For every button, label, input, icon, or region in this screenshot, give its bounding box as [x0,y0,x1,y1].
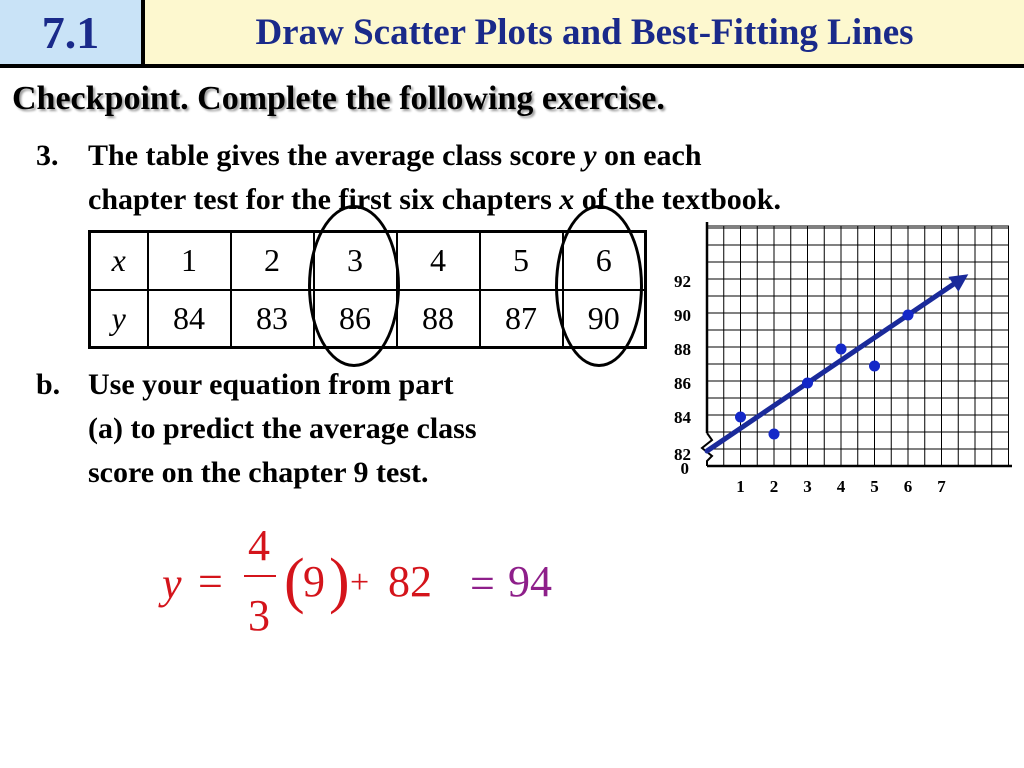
best-fit-line-group [707,274,968,451]
best-fit-line [707,280,960,451]
question-text [88,134,781,222]
lesson-number-box [0,0,145,68]
y-tick-label: 88 [674,340,691,359]
scatter-plot [640,220,1020,510]
x-tick-label: 4 [836,477,846,496]
data-point [836,344,847,355]
data-point [769,429,780,440]
row-label-y: y [90,290,148,348]
data-point [903,310,914,321]
table-cell: 2 [231,232,314,290]
table-cell: 3 [314,232,397,290]
equation-input: 9 [303,557,325,606]
part-b-text [88,363,477,495]
table-cell: 4 [397,232,480,290]
question-text-part: The table gives the average class score [88,139,584,172]
origin-label: 0 [680,459,689,478]
question-line-1 [88,134,781,178]
y-tick-label: 82 [674,445,691,464]
table-cell: 87 [480,290,563,348]
checkpoint-heading: Checkpoint. Complete the following exercise. [12,80,665,117]
table-cell: 6 [563,232,646,290]
fraction-bar [244,575,276,577]
variable-y: y [583,139,597,172]
question-text-part: chapter test for the first six chapters [88,183,560,216]
y-tick-label: 84 [674,408,691,427]
x-tick-label: 3 [803,477,812,496]
x-tick-label: 1 [736,477,745,496]
equation-equals-result: = [470,559,495,608]
equation-constant: 82 [388,557,432,606]
question-text-part: of the textbook. [574,183,781,216]
equation-numerator: 4 [248,521,270,570]
equation-paren-open: ( [284,547,305,615]
table-cell: 83 [231,290,314,348]
equation-y: y [162,559,182,608]
question-number: 3. [36,139,59,172]
lesson-number: 7.1 [41,6,100,58]
x-tick-label: 2 [769,477,779,496]
part-b-line-3: score on the chapter 9 test. [88,456,429,489]
table-cell: 5 [480,232,563,290]
part-b-label: b. [36,368,61,401]
x-tick-label: 7 [937,477,946,496]
y-tick-label: 92 [674,272,691,291]
data-point [735,412,746,423]
table-cell: 1 [148,232,231,290]
table-cell: 90 [563,290,646,348]
axes [702,222,1012,466]
row-label-x: x [90,232,148,290]
y-tick-label: 90 [674,306,691,325]
part-b-line-2: (a) to predict the average class [88,412,477,445]
equation-result: 94 [508,557,552,606]
x-tick-label: 5 [870,477,879,496]
question-text-part: on each [596,139,702,172]
table-cell: 86 [314,290,397,348]
data-point [802,378,813,389]
part-b-line-1: Use your equation from part [88,368,454,401]
table-cell: 88 [397,290,480,348]
variable-x: x [559,183,575,216]
highlight-circle-column-3 [308,205,400,367]
question-line-2 [88,178,781,222]
equation-paren-close: ) [329,547,350,615]
x-tick-label: 6 [903,477,913,496]
equation-denominator: 3 [248,591,270,640]
highlight-circle-column-6 [555,205,643,367]
title-box [145,0,1024,68]
table-cell: 84 [148,290,231,348]
y-tick-label: 86 [674,374,691,393]
data-point [869,361,880,372]
page-title: Draw Scatter Plots and Best-Fitting Lines [255,11,914,53]
equation-plus: + [350,564,370,601]
equation-equals: = [198,557,223,606]
